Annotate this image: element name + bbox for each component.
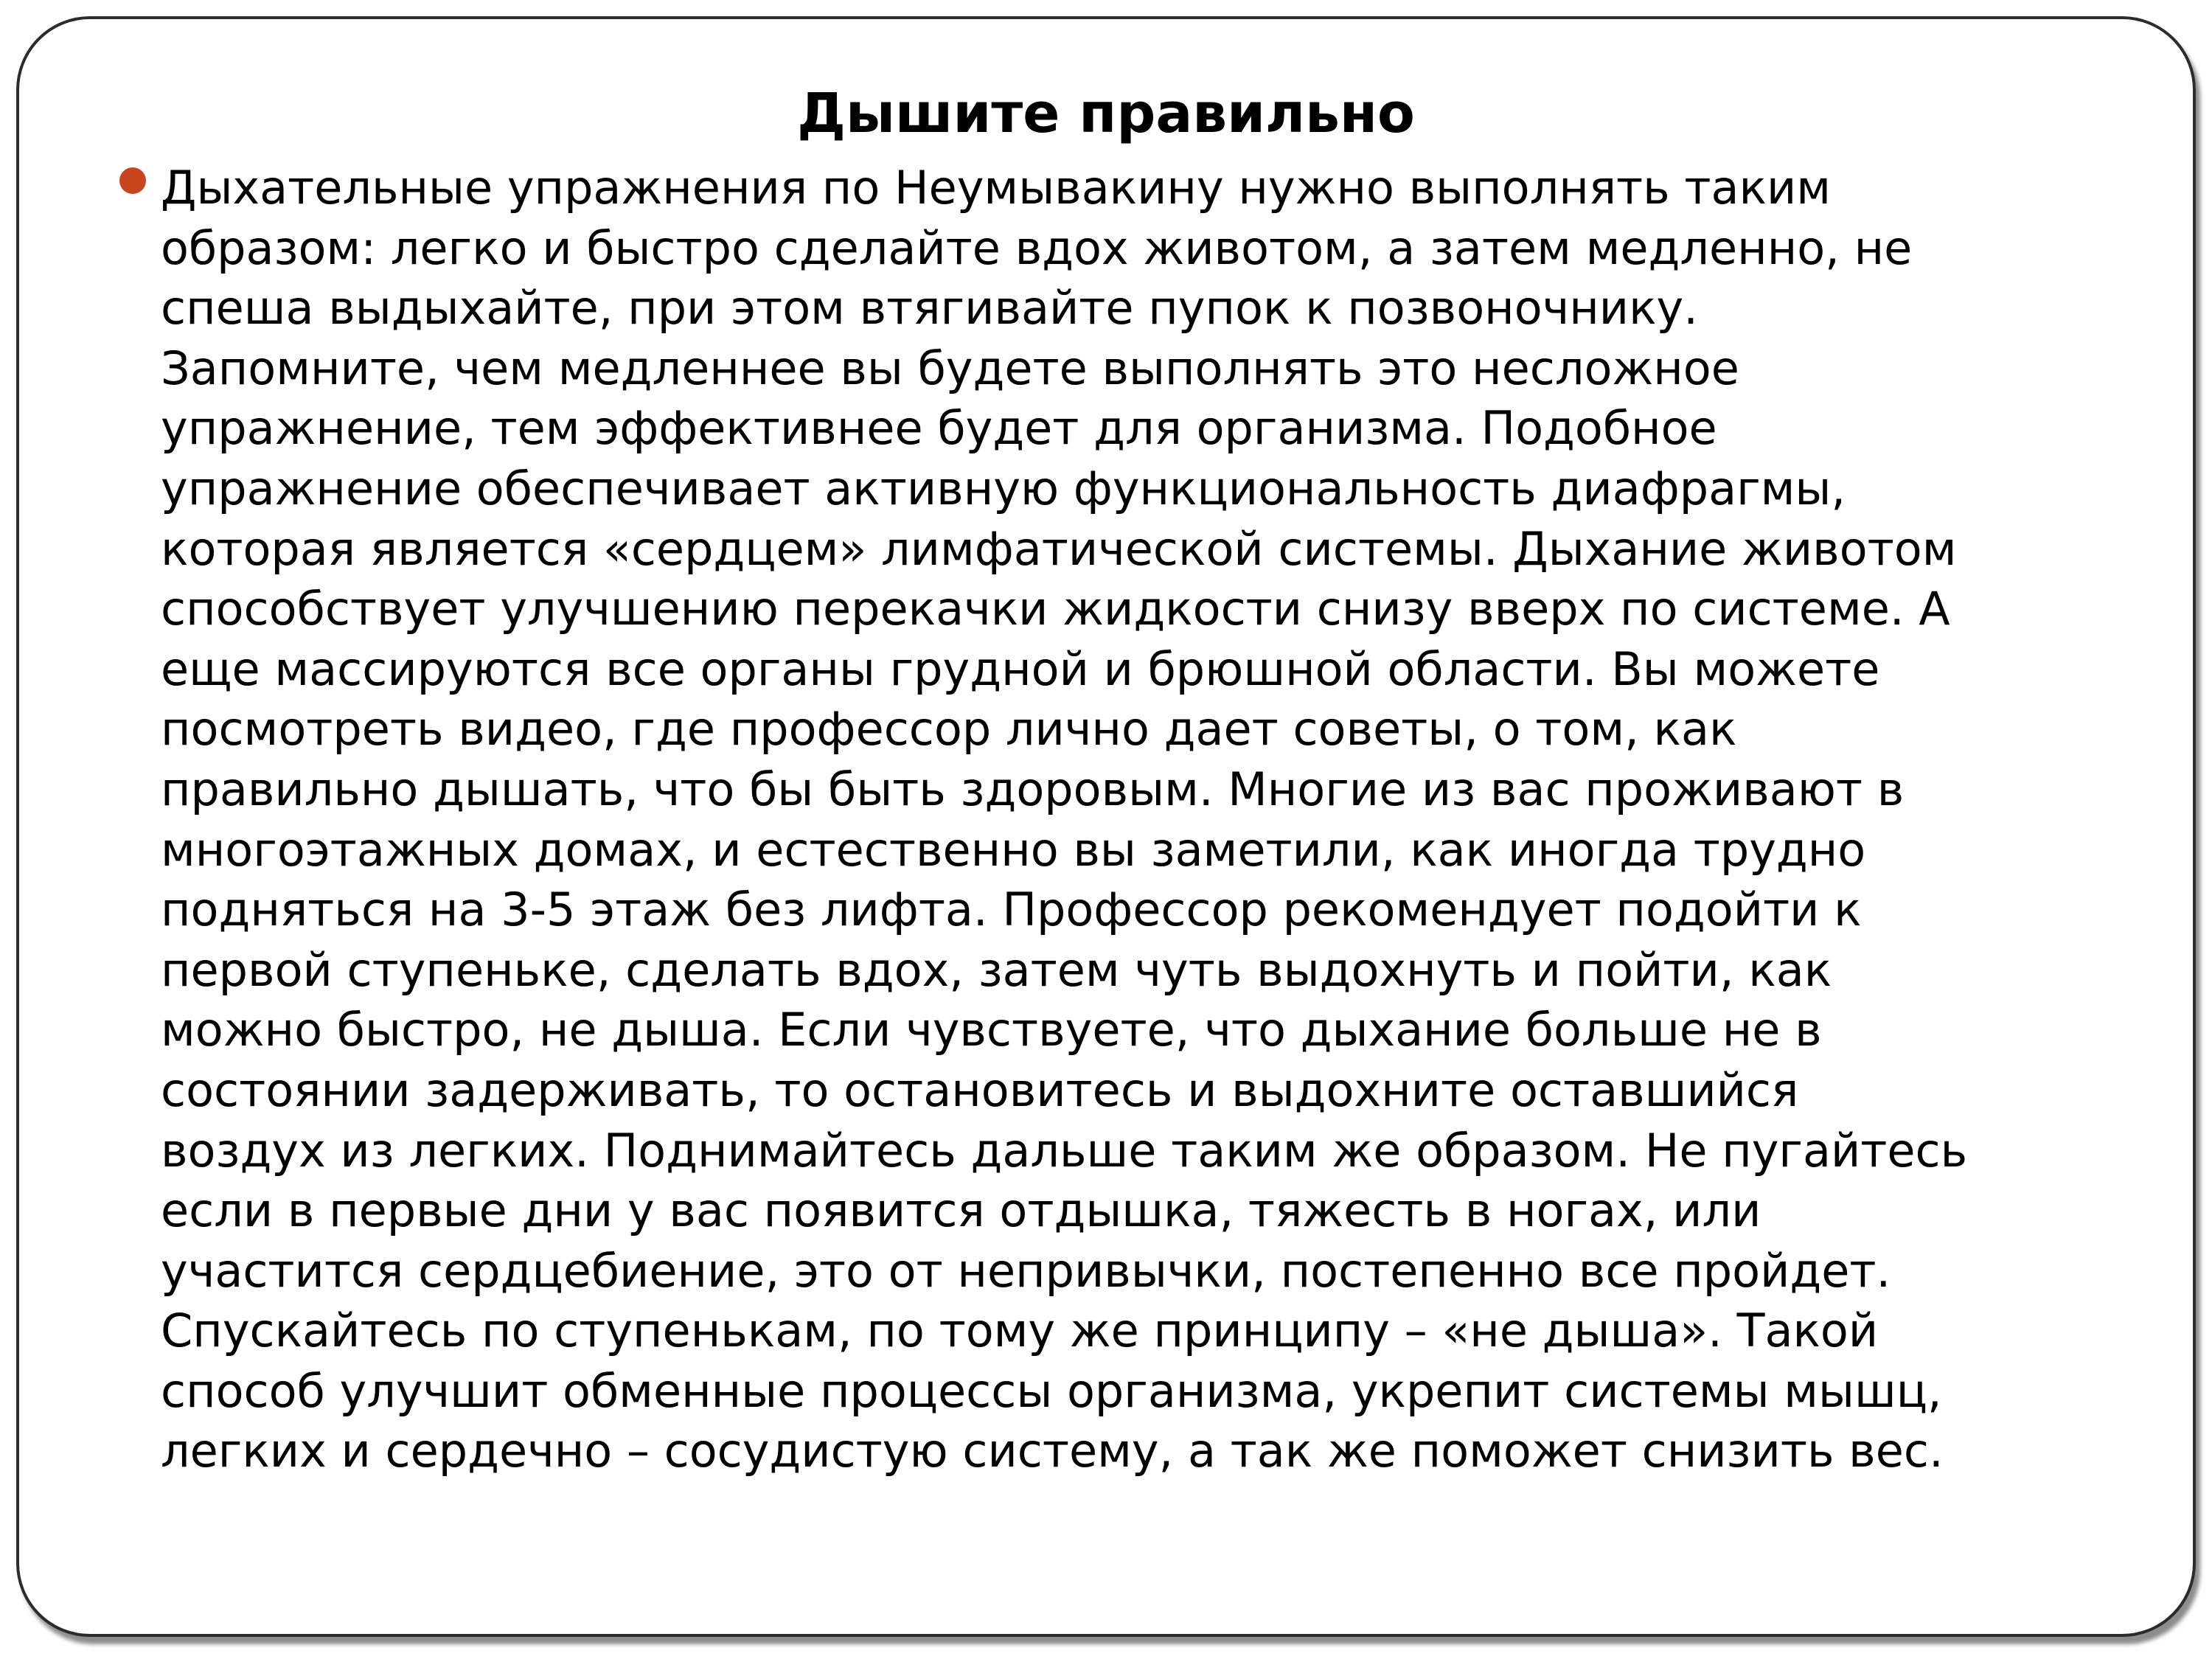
body-line: способствует улучшению перекачки жидкости снизу вверх по системе. А [161, 582, 1950, 636]
body-line: спеша выдыхайте, при этом втягивайте пупок к позвоночнику. [161, 281, 1698, 335]
body-line: Спускайтесь по ступенькам, по тому же принципу – «не дыша». Такой [161, 1304, 1879, 1358]
body-line: легких и сердечно – сосудистую систему, а так же поможет снизить вес. [161, 1424, 1944, 1478]
body-line: правильно дышать, что бы быть здоровым. Многие из вас проживают в [161, 762, 1905, 816]
body-line: посмотреть видео, где профессор лично дает советы, о том, как [161, 702, 1737, 757]
body-line: образом: легко и быстро сделайте вдох животом, а затем медленно, не [161, 220, 1913, 275]
body-line: многоэтажных домах, и естественно вы заметили, как иногда трудно [161, 822, 1866, 877]
body-line: можно быстро, не дыша. Если чувствуете, что дыхание больше не в [161, 1003, 1822, 1057]
bullet-icon [119, 167, 146, 194]
body-line: способ улучшит обменные процессы организма, укрепит системы мышц, [161, 1363, 1942, 1418]
body-line: еще массируются все органы грудной и брюшной области. Вы можете [161, 641, 1880, 696]
body-paragraph [161, 158, 2188, 1481]
body-line: если в первые дни у вас появится отдышка, тяжесть в ногах, или [161, 1183, 1761, 1238]
body-line: состоянии задерживать, то остановитесь и выдохните оставшийся [161, 1062, 1799, 1117]
body-line: упражнение обеспечивает активную функциональность диафрагмы, [161, 461, 1846, 515]
body-line: которая является «сердцем» лимфатической системы. Дыхание животом [161, 521, 1957, 576]
body-line: подняться на 3-5 этаж без лифта. Профессор рекомендует подойти к [161, 883, 1862, 937]
slide-title: Дышите правильно [797, 82, 1415, 145]
body-line: Запомните, чем медленнее вы будете выполнять это несложное [161, 341, 1739, 395]
body-line: воздух из легких. Поднимайтесь дальше таким же образом. Не пугайтесь [161, 1123, 1968, 1178]
body-line: участится сердцебиение, это от непривычки, постепенно все пройдет. [161, 1243, 1891, 1298]
body-line: упражнение, тем эффективнее будет для организма. Подобное [161, 401, 1717, 456]
body-line: первой ступеньке, сделать вдох, затем чуть выдохнуть и пойти, как [161, 942, 1832, 997]
body-line: Дыхательные упражнения по Неумывакину нужно выполнять таким [161, 161, 1832, 215]
